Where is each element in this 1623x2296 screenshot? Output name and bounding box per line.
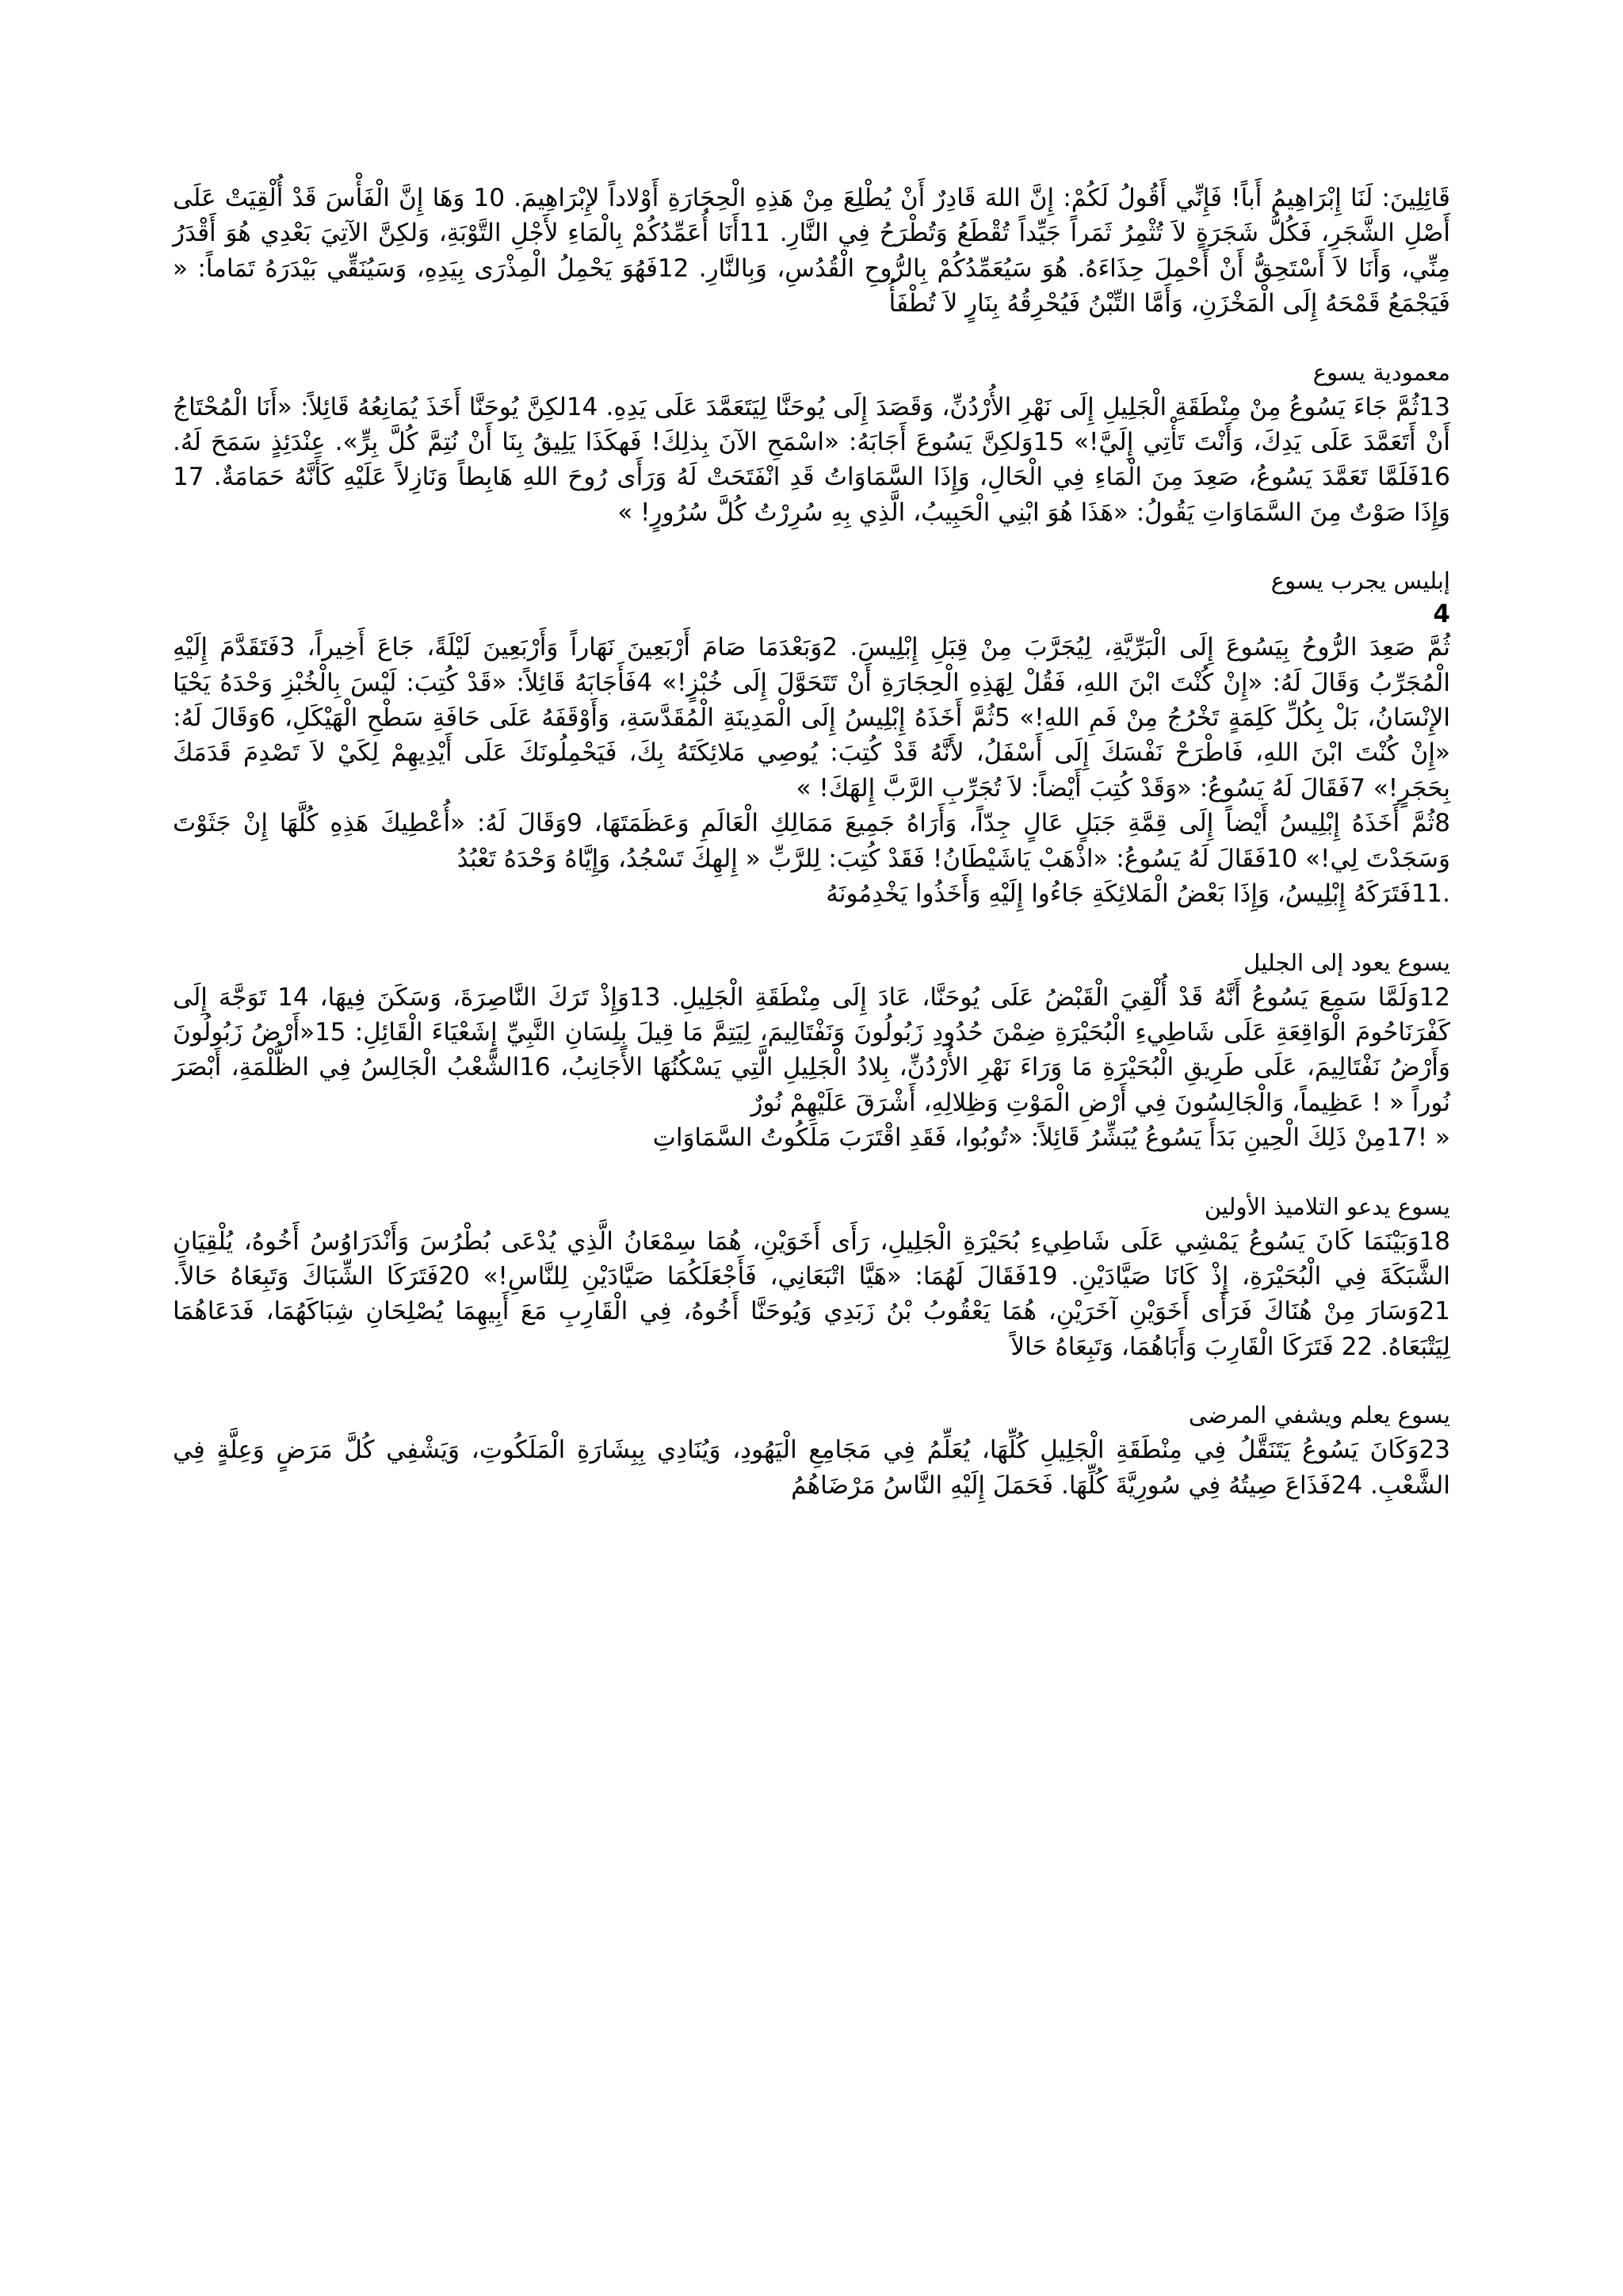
paragraph-verses-8-10: 8ثُمَّ أَخَذَهُ إِبْلِيسُ أَيْضاً إِلَى قِمَّةِ جَبَلٍ عَالٍ جِدّاً، وَأَرَاهُ جَمِيعَ مَمَالِكِ الْعَالَمِ وَعَظَمَتَهَا، 9وَقَالَ لَهُ: «أُعْطِيكَ هَذِهِ كُلَّهَا إِنْ جَثَوْتَ وَسَجَدْتَ لِي!» 10فَقَالَ لَهُ يَسُوعُ: «اذْهَبْ يَاشَيْطَانُ! فَقَدْ كُتِبَ: لِلرَّبِّ « إِلهِكَ تَسْجُدُ، وَإِيَّاهُ وَحْدَهُ تَعْبُدُ — [173, 809, 1451, 873]
paragraph-verse-17: « !17مِنْ ذَلِكَ الْحِينِ بَدَأَ يَسُوعُ يُبَشِّرُ قَائِلاً: «تُوبُوا، فَقَدِ اقْتَرَبَ مَلَكُوتُ السَّمَاوَاتِ — [652, 1123, 1450, 1153]
section-baptism — [173, 355, 1450, 531]
section-heading-baptism: معمودية يسوع — [1312, 358, 1450, 386]
section-spacer — [173, 1364, 1450, 1398]
section-spacer — [173, 912, 1450, 945]
paragraph-verses-12-16: 12وَلَمَّا سَمِعَ يَسُوعُ أَنَّهُ قَدْ أُلْقِيَ الْقَبْضُ عَلَى يُوحَنَّا، عَادَ إِلَى مِنْطَقَةِ الْجَلِيلِ. 13وَإِذْ تَرَكَ النَّاصِرَةَ، وَسَكَنَ فِيهَا، 14 تَوَجَّهَ إِلَى كَفْرَنَاحُومَ الْوَاقِعَةِ عَلَى شَاطِيءِ الْبُحَيْرَةِ ضِمْنَ حُدُودِ زَبُولُونَ وَنَفْتَالِيمَ، لِيَتِمَّ مَا قِيلَ بِلِسَانِ النَّبِيِّ إِشَعْيَاءَ الْقَائِلِ: 15«أَرْضُ زَبُولُونَ وَأَرْضُ نَفْتَالِيمَ، عَلَى طَرِيقِ الْبُحَيْرَةِ مَا وَرَاءَ نَهْرِ الأُرْدُنِّ، بِلادُ الْجَلِيلِ الَّتِي يَسْكُنُهَا الأَجَانِبُ، 16الشَّعْبُ الْجَالِسُ فِي الظُّلْمَةِ، أَبْصَرَ نُوراً « ! عَظِيماً، وَالْجَالِسُونَ فِي أَرْضِ الْمَوْتِ وَظِلالِهِ، أَشْرَقَ عَلَيْهِمْ نُورٌ — [173, 982, 1450, 1117]
paragraph-verses-1-7: ثُمَّ صَعِدَ الرُّوحُ بِيَسُوعَ إِلَى الْبَرِّيَّةِ، لِيُجَرَّبَ مِنْ قِبَلِ إِبْلِيسَ. 2وَبَعْدَمَا صَامَ أَرْبَعِينَ نَهَاراً وَأَرْبَعِينَ لَيْلَةً، جَاعَ أَخِيراً، 3فَتَقَدَّمَ إِلَيْهِ الْمُجَرِّبُ وَقَالَ لَهُ: «إِنْ كُنْتَ ابْنَ اللهِ، فَقُلْ لِهَذِهِ الْحِجَارَةِ أَنْ تَتَحَوَّلَ إِلَى خُبْزٍ!» 4فَأَجَابَهُ قَائِلاً: «قَدْ كُتِبَ: لَيْسَ بِالْخُبْزِ وَحْدَهُ يَحْيَا الإِنْسَانُ، بَلْ بِكُلِّ كَلِمَةٍ تَخْرُجُ مِنْ فَمِ اللهِ!» 5ثُمَّ أَخَذَهُ إِبْلِيسُ إِلَى الْمَدِينَةِ الْمُقَدَّسَةِ، وَأَوْقَفَهُ عَلَى حَافَةِ سَطْحِ الْهَيْكَلِ، 6وَقَالَ لَهُ: «إِنْ كُنْتَ ابْنَ اللهِ، فَاطْرَحْ نَفْسَكَ إِلَى أَسْفَلُ، لأَنَّهُ قَدْ كُتِبَ: يُوصِي مَلائِكَتَهُ بِكَ، فَيَحْمِلُونَكَ عَلَى أَيْدِيهِمْ لِكَيْ لاَ تَصْدِمَ قَدَمَكَ بِحَجَرٍ!» 7فَقَالَ لَهُ يَسُوعُ: «وَقَدْ كُتِبَ أَيْضاً: لاَ تُجَرِّبِ الرَّبَّ إِلهَكَ! » — [173, 633, 1450, 803]
section-heading-disciples: يسوع يدعو التلاميذ الأولين — [1204, 1192, 1450, 1220]
section-intro — [173, 181, 1450, 322]
section-temptation — [173, 563, 1450, 911]
section-heading-healing: يسوع يعلم ويشفي المرضى — [1188, 1402, 1450, 1429]
section-disciples — [173, 1189, 1450, 1365]
section-spacer — [173, 1156, 1450, 1189]
paragraph-verses-9-12: قَائِلِينَ: لَنَا إِبْرَاهِيمُ أَباً! فَإِنِّي أَقُولُ لَكُمْ: إِنَّ اللهَ قَادِرٌ أَنْ يُطْلِعَ مِنْ هَذِهِ الْحِجَارَةِ أَوْلاداً لإِبْرَاهِيمَ. 10 وَهَا إِنَّ الْفَأْسَ قَدْ أُلْقِيَتْ عَلَى أَصْلِ الشَّجَرِ، فَكُلُّ شَجَرَةٍ لاَ تُثْمِرُ ثَمَراً جَيِّداً تُقْطَعُ وَتُطْرَحُ فِي النَّارِ. 11أَنَا أُعَمِّدُكُمْ بِالْمَاءِ لأَجْلِ التَّوْبَةِ، وَلكِنَّ الآتِيَ بَعْدِي هُوَ أَقْدَرُ مِنِّي، وَأَنَا لاَ أَسْتَحِقُّ أَنْ أَحْمِلَ حِذَاءَهُ. هُوَ سَيُعَمِّدُكُمْ بِالرُّوحِ الْقُدُسِ، وَبِالنَّارِ. 12فَهُوَ يَحْمِلُ الْمِذْرَى بِيَدِهِ، وَسَيُنَقِّي بَيْدَرَهُ تَمَاماً: « فَيَجْمَعُ قَمْحَهُ إِلَى الْمَخْزَنِ، وَأَمَّا التِّبْنُ فَيُحْرِقُهُ بِنَارٍ لاَ تُطْفَأُ — [173, 184, 1451, 318]
section-healing — [173, 1398, 1450, 1503]
chapter-number: 4 — [1433, 600, 1450, 629]
section-spacer — [173, 322, 1450, 355]
section-galilee — [173, 945, 1450, 1156]
paragraph-verses-23-24: 23وَكَانَ يَسُوعُ يَتَنَقَّلُ فِي مِنْطَقَةِ الْجَلِيلِ كُلِّهَا، يُعَلِّمُ فِي مَجَامِعِ الْيَهُودِ، وَيُنَادِي بِبِشَارَةِ الْمَلَكُوتِ، وَيَشْفِي كُلَّ مَرَضٍ وَعِلَّةٍ فِي الشَّعْبِ. 24فَذَاعَ صِيتُهُ فِي سُورِيَّةَ كُلِّهَا. فَحَمَلَ إِلَيْهِ النَّاسُ مَرْضَاهُمُ — [173, 1436, 1450, 1500]
section-heading-temptation: إبليس يجرب يسوع — [1270, 567, 1450, 595]
paragraph-verses-13-17: 13ثُمَّ جَاءَ يَسُوعُ مِنْ مِنْطَقَةِ الْجَلِيلِ إِلَى نَهْرِ الأُرْدُنِّ، وَقَصَدَ إِلَى يُوحَنَّا لِيَتَعَمَّدَ عَلَى يَدِهِ. 14لكِنَّ يُوحَنَّا أَخَذَ يُمَانِعُهُ قَائِلاً: «أَنَا الْمُحْتَاجُ أَنْ أَتَعَمَّدَ عَلَى يَدِكَ، وَأَنْتَ تَأْتِي إِلَيَّ!» 15وَلكِنَّ يَسُوعَ أَجَابَهُ: «اسْمَحِ الآنَ بِذلِكَ! فَهكَذَا يَلِيقُ بِنَا أَنْ نُتِمَّ كُلَّ بِرٍّ». عِنْدَئِذٍ سَمَحَ لَهُ. 16فَلَمَّا تَعَمَّدَ يَسُوعُ، صَعِدَ مِنَ الْمَاءِ فِي الْحَالِ، وَإِذَا السَّمَاوَاتُ قَدِ انْفَتَحَتْ لَهُ وَرَأَى رُوحَ اللهِ هَابِطاً وَنَازِلاً عَلَيْهِ كَأَنَّهُ حَمَامَةٌ. 17 وَإِذَا صَوْتٌ مِنَ السَّمَاوَاتِ يَقُولُ: «هَذَا هُوَ ابْنِي الْحَبِيبُ، الَّذِي بِهِ سُرِرْتُ كُلَّ سُرُورٍ! » — [173, 392, 1450, 527]
paragraph-verses-18-22: 18وَبَيْنَمَا كَانَ يَسُوعُ يَمْشِي عَلَى شَاطِيءِ بُحَيْرَةِ الْجَلِيلِ، رَأَى أَخَوَيْنِ، هُمَا سِمْعَانُ الَّذِي يُدْعَى بُطْرُسَ وَأَنْدَرَاوُسُ أَخُوهُ، يُلْقِيَانِ الشَّبَكَةَ فِي الْبُحَيْرَةِ، إِذْ كَانَا صَيَّادَيْنِ. 19فَقَالَ لَهُمَا: «هَيَّا اتْبَعَانِي، فَأَجْعَلَكُمَا صَيَّادَيْنِ لِلنَّاسِ!» 20فَتَرَكَا الشِّبَاكَ وَتَبِعَاهُ حَالاً. 21وَسَارَ مِنْ هُنَاكَ فَرَأَى أَخَوَيْنِ آخَرَيْنِ، هُمَا يَعْقُوبُ بْنُ زَبَدِي وَيُوحَنَّا أَخُوهُ، فِي الْقَارِبِ مَعَ أَبِيهِمَا يُصْلِحَانِ شِبَاكَهُمَا، فَدَعَاهُمَا لِيَتْبَعَاهُ. 22 فَتَرَكَا الْقَارِبَ وَأَبَاهُمَا، وَتَبِعَاهُ حَالاً — [173, 1226, 1451, 1361]
section-spacer — [173, 530, 1450, 563]
document-page — [173, 181, 1450, 2241]
paragraph-verse-11: .11فَتَرَكَهُ إِبْلِيسُ، وَإِذَا بَعْضُ الْمَلائِكَةِ جَاءُوا إِلَيْهِ وَأَخَذُوا يَخْدِمُونَهُ — [826, 879, 1450, 909]
section-heading-galilee: يسوع يعود إلى الجليل — [1243, 948, 1450, 976]
